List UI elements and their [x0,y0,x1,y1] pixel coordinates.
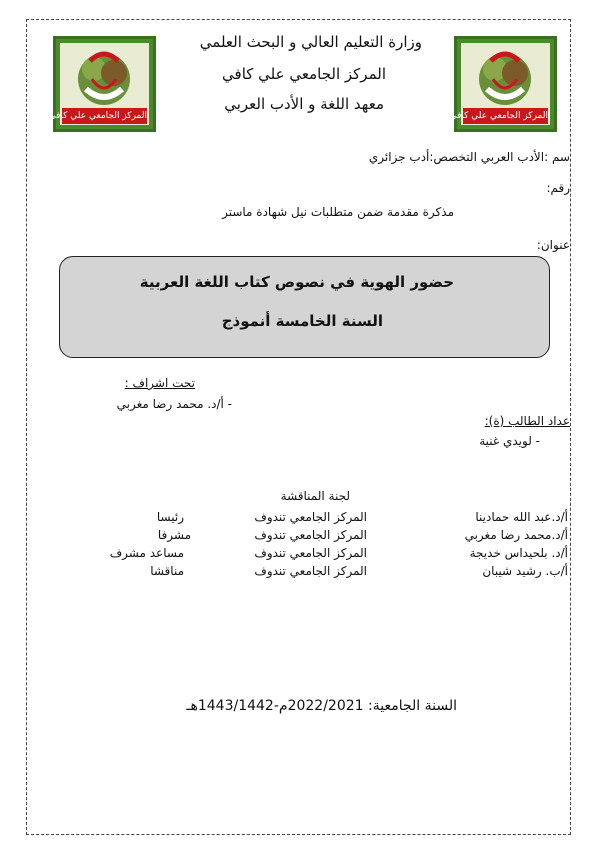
logo-text: المركز الجامعي علي كافي تندوف [62,108,147,124]
committee-member-name: أ/د.محمد رضا مغربي [464,528,568,542]
institute-heading: معهد اللغة و الأدب العربي [224,95,384,113]
ministry-heading: وزارة التعليم العالي و البحث العلمي [199,33,422,51]
title-label: عنوان: [536,238,570,252]
thesis-title-line2: السنة الخامسة أنموذج [221,312,383,330]
committee-member-role: مساعد مشرف [109,546,184,560]
number-label: رقم: [546,181,570,195]
thesis-title-box [59,256,550,358]
committee-member-institution: المركز الجامعي تندوف [254,528,367,542]
committee-member-role: مناقشا [150,564,184,578]
committee-member-name: أ/ب. رشيد شيبان [482,564,568,578]
committee-member-name: أ/د.عبد الله حمادينا [475,510,568,524]
memo-type: مذكرة مقدمة ضمن متطلبات نيل شهادة ماستر [222,205,454,219]
university-logo-left [22,36,156,132]
committee-member-role: مشرفا [157,528,191,542]
committee-member-institution: المركز الجامعي تندوف [254,510,367,524]
supervision-label: تحت اشراف : [124,376,195,390]
committee-label: لجنة المناقشة [280,489,350,503]
center-heading: المركز الجامعي علي كافي [222,65,386,83]
student-name: - لويدي غنية [479,434,540,448]
thesis-title-line1: حضور الهوية في نصوص كتاب اللغة العربية [139,273,454,291]
student-label: عداد الطالب (ة): [484,414,570,428]
department-specialty-line: سم :الأدب العربي التخصص:أدب جزائري [368,150,570,164]
academic-year: السنة الجامعية: 2022/2021م-1443/1442هـ [186,698,457,714]
committee-member-institution: المركز الجامعي تندوف [254,564,367,578]
committee-member-role: رئيسا [156,510,184,524]
logo-text: المركز الجامعي علي كافي تندوف [463,108,548,124]
university-logo-right [423,36,557,132]
committee-member-institution: المركز الجامعي تندوف [254,546,367,560]
supervisor-name: - أ/د. محمد رضا مغربي [116,397,232,411]
committee-member-name: أ/د. بلحيداس خديجة [469,546,568,560]
